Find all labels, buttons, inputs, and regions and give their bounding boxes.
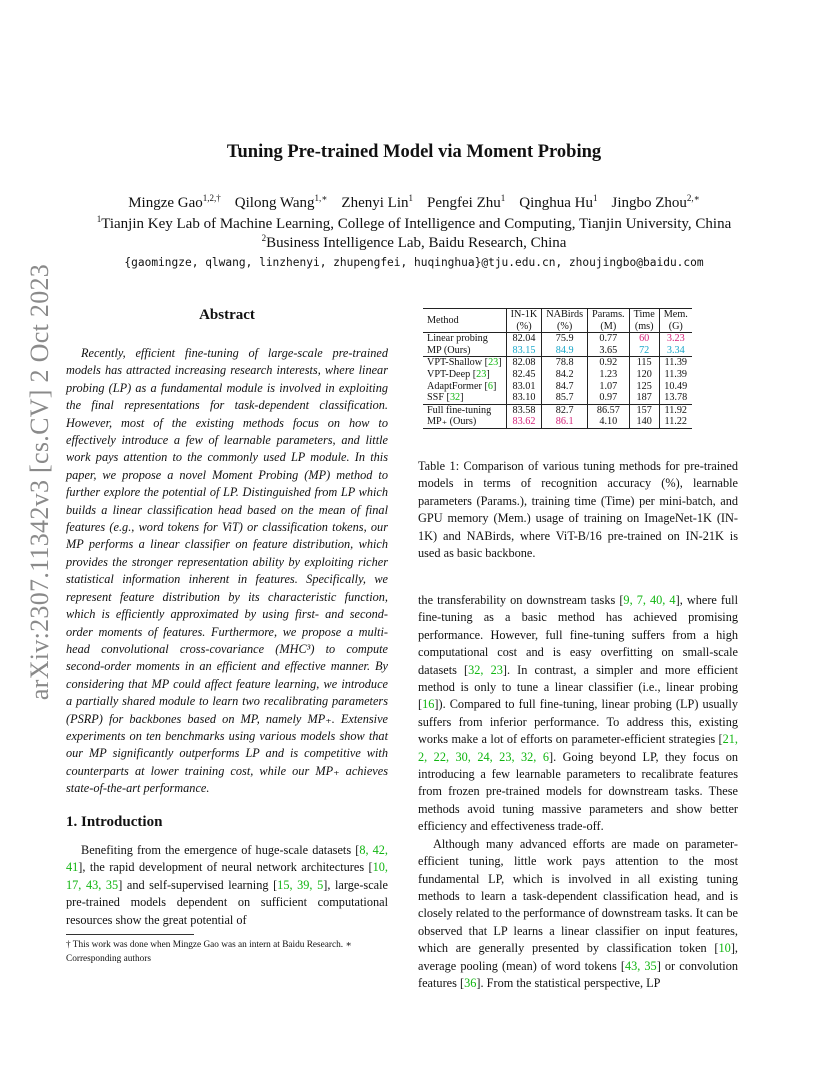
author-name bbox=[341, 195, 413, 211]
table-cell-mem: 11.92 bbox=[659, 404, 692, 416]
table-cell-in1k: 82.08 bbox=[506, 357, 542, 369]
table-row bbox=[423, 404, 692, 416]
table-cell-method bbox=[423, 416, 506, 428]
affiliation-1-sup: 1 bbox=[96, 214, 102, 224]
affiliation-1 bbox=[0, 214, 828, 233]
body-text: ]. Going beyond LP, they focus on introducing a few learnable parameters to recalibrate features from frozen pre-trained models for downstream tasks. These methods avoid tuning massive parameters and show better efficiency and effectiveness trade-off. bbox=[418, 749, 738, 834]
table-cell-method bbox=[423, 333, 506, 345]
table-cell-in1k: 83.15 bbox=[506, 345, 542, 357]
author-name-text: Pengfei Zhu bbox=[427, 195, 501, 211]
body-text: ]. From the statistical perspective, LP bbox=[476, 975, 661, 990]
table-cell-params: 1.07 bbox=[588, 381, 630, 393]
table-cell-in1k: 83.62 bbox=[506, 416, 542, 428]
citation[interactable]: 23 bbox=[488, 357, 499, 369]
table-cell-in1k: 83.01 bbox=[506, 381, 542, 393]
comparison-table bbox=[423, 308, 692, 429]
author-name bbox=[128, 195, 221, 211]
author-name-text: Zhenyi Lin bbox=[341, 195, 409, 211]
table-header-cell: Params. bbox=[588, 309, 630, 321]
table-cell-in1k: 82.04 bbox=[506, 333, 542, 345]
table-header-cell: NABirds bbox=[542, 309, 588, 321]
method-name: SSF bbox=[427, 392, 444, 404]
table-row bbox=[423, 357, 692, 369]
method-name: AdaptFormer bbox=[427, 380, 482, 392]
body-text: ]. In contrast, a simpler and more efficient method is only to tune a linear classifier (i.e., linear probing [ bbox=[418, 662, 738, 712]
citation[interactable]: 15, 39, 5 bbox=[277, 877, 324, 892]
table-cell-nab: 84.9 bbox=[542, 345, 588, 357]
body-text: ], where full fine-tuning as a basic method has achieved promising performance. However, full fine-tuning suffers from a high computational cost and is easy overfitting on small-scale datasets [ bbox=[418, 593, 739, 677]
citation[interactable]: 43, 35 bbox=[624, 958, 657, 973]
table-cell-params: 86.57 bbox=[588, 404, 630, 416]
table-cell-params: 1.23 bbox=[588, 369, 630, 381]
table-cell-mem: 3.23 bbox=[659, 333, 692, 345]
table-cell-method: VPT-Shallow [23] bbox=[423, 357, 506, 369]
table-cell-nab: 86.1 bbox=[542, 416, 588, 428]
footnote: † This work was done when Mingze Gao was an intern at Baidu Research. ∗ Corresponding authors bbox=[66, 940, 352, 964]
table-cell-mem: 3.34 bbox=[659, 345, 692, 357]
table-cell-params: 0.77 bbox=[588, 333, 630, 345]
table-header-unit: (ms) bbox=[629, 321, 659, 333]
author-name-text: Qilong Wang bbox=[234, 195, 315, 211]
intro-heading: 1. Introduction bbox=[66, 814, 163, 830]
body-text: ], average pooling (mean) of word tokens [ bbox=[418, 941, 738, 973]
table-row bbox=[423, 345, 692, 357]
table-header-row bbox=[423, 309, 692, 321]
table-cell-nab: 82.7 bbox=[542, 404, 588, 416]
intro-paragraph-1 bbox=[66, 842, 388, 929]
table-cell-time: 125 bbox=[629, 381, 659, 393]
table-header-unit: (M) bbox=[588, 321, 630, 333]
citation[interactable]: 16 bbox=[422, 697, 435, 712]
author-name bbox=[611, 195, 699, 211]
citation[interactable]: 21, 2, 22, 30, 24, 23, 32, 6 bbox=[418, 732, 738, 764]
table-cell-mem: 11.22 bbox=[659, 416, 692, 428]
author-sup: 1 bbox=[592, 193, 598, 203]
body-text: the transferability on downstream tasks [ bbox=[418, 593, 624, 607]
table-cell-in1k: 83.58 bbox=[506, 404, 542, 416]
arxiv-identifier: arXiv:2307.11342v3 [cs.CV] 2 Oct 2023 bbox=[25, 263, 54, 701]
intro-text: ], large-scale pre-trained models dependent on sufficient computational resources show the great potential of bbox=[66, 877, 388, 927]
author-name-text: Mingze Gao bbox=[128, 195, 203, 211]
intro-text: ] and self-supervised learning [ bbox=[118, 877, 278, 892]
table-cell-time: 140 bbox=[629, 416, 659, 428]
table-cell-nab: 84.7 bbox=[542, 381, 588, 393]
table-cell-mem: 11.39 bbox=[659, 357, 692, 369]
table-cell-nab: 75.9 bbox=[542, 333, 588, 345]
method-name: VPT-Deep bbox=[427, 368, 471, 380]
author-sup: 1 bbox=[500, 193, 506, 203]
table-cell-nab: 85.7 bbox=[542, 392, 588, 404]
table-cell-time: 157 bbox=[629, 404, 659, 416]
affiliation-2-text: Business Intelligence Lab, Baidu Research, China bbox=[266, 235, 567, 251]
method-name: MP (Ours) bbox=[427, 344, 471, 356]
table-header-cell: Time bbox=[629, 309, 659, 321]
table-cell-params: 0.92 bbox=[588, 357, 630, 369]
paper-title: Tuning Pre-trained Model via Moment Probing bbox=[226, 142, 602, 162]
right-paragraph-2 bbox=[418, 836, 738, 993]
intro-text: Benefiting from the emergence of huge-scale datasets [ bbox=[81, 843, 360, 857]
citation[interactable]: 6 bbox=[487, 380, 493, 392]
table-cell-time: 120 bbox=[629, 369, 659, 381]
table-row bbox=[423, 333, 692, 345]
citation[interactable]: 36 bbox=[464, 975, 477, 990]
author-name-text: Jingbo Zhou bbox=[611, 195, 687, 211]
abstract-text: Recently, efficient fine-tuning of large-scale pre-trained models has attracted increasing research interests, where linear probing (LP) as a fundamental module is involved in exploiting the final representations for task-dependent classification. However, most of the existing methods focus on how to effectively introduce a few of learnable parameters, and little work pays attention to the commonly used LP module. In this paper, we propose a novel Moment Probing (MP) method to further explore the potential of LP. Distinguished from LP which builds a linear classification head based on the mean of final features (e.g., word tokens for ViT) or classification tokens, our MP performs a linear classifier on feature distribution, which provides the stronger representation ability by exploiting richer statistical information inherent in features. Specifically, we represent feature distribution by its characteristic function, which is efficiently approximated by using first- and second-order moments of features. Furthermore, we propose a multi-head convolutional cross-covariance (MHC³) to compute second-order moments in an efficient and effective manner. By considering that MP could affect feature learning, we introduce a partially shared module to learn two recalibrating parameters (PSRP) for backbones based on MP, namely MP₊. Extensive experiments on ten benchmarks using various models show that our MP significantly outperforms LP and is competitive with counterparts at lower training cost, while our MP₊ achieves state-of-the-art performance. bbox=[66, 346, 388, 796]
table-cell-mem: 10.49 bbox=[659, 381, 692, 393]
table-cell-time: 72 bbox=[629, 345, 659, 357]
table-cell-params: 3.65 bbox=[588, 345, 630, 357]
citation[interactable]: 32 bbox=[449, 392, 461, 404]
table-cell-in1k: 82.45 bbox=[506, 369, 542, 381]
table-cell-nab: 84.2 bbox=[542, 369, 588, 381]
table-cell-nab: 78.8 bbox=[542, 357, 588, 369]
citation[interactable]: 8, 42, 41 bbox=[66, 843, 388, 875]
table-cell-time: 187 bbox=[629, 392, 659, 404]
table-cell-method: VPT-Deep [23] bbox=[427, 368, 490, 380]
body-text: ] or convolution features [ bbox=[418, 958, 739, 990]
method-name: MP₊ (Ours) bbox=[427, 416, 477, 428]
body-text: Although many advanced efforts are made on parameter-efficient tuning, little work pays attention to the most fundamental LP, which is involved in all existing tuning methods to learn a task-dependent classification head, and is closely related to the performance of downstream tasks. It can be observed that LP learns a linear classifier on input features, which are generally presented by classification token [ bbox=[418, 836, 738, 956]
author-emails: {gaomingze, qlwang, linzhenyi, zhupengfei, huqinghua}@tju.edu.cn, zhoujingbo@baidu.com bbox=[124, 256, 704, 269]
table-header-unit: (%) bbox=[542, 321, 588, 333]
table-caption: Table 1: Comparison of various tuning methods for pre-trained models in terms of recognition accuracy (%), learnable parameters (Params.), training time (Time) per mini-batch, and GPU memory (Mem.) usage of training on ImageNet-1K (IN-1K) and NABirds, where ViT-B/16 pre-trained on IN-21K is used as basic backbone. bbox=[418, 459, 738, 561]
author-sup: 2,∗ bbox=[686, 193, 700, 203]
table-cell-method: AdaptFormer [6] bbox=[427, 380, 497, 392]
table-cell-method bbox=[423, 345, 506, 357]
table-row bbox=[423, 416, 692, 428]
affiliation-2 bbox=[0, 233, 828, 252]
table-header-cell: Mem. bbox=[659, 309, 692, 321]
citation[interactable]: 9, 7, 40, 4 bbox=[623, 593, 676, 607]
author-name bbox=[427, 195, 505, 211]
table-header-cell: Method bbox=[423, 309, 506, 333]
table-header-unit: (G) bbox=[659, 321, 692, 333]
table-cell-mem: 11.39 bbox=[659, 369, 692, 381]
method-name: VPT-Shallow bbox=[427, 357, 483, 369]
citation[interactable]: 23 bbox=[476, 368, 487, 380]
abstract-body bbox=[66, 345, 388, 798]
author-sup: 1,∗ bbox=[314, 193, 328, 203]
affiliation-1-text: Tianjin Key Lab of Machine Learning, College of Intelligence and Computing, Tianjin University, China bbox=[101, 216, 732, 232]
table-cell-method: SSF [32] bbox=[427, 392, 464, 404]
table-header-unit: (%) bbox=[506, 321, 542, 333]
comparison-table-wrapper bbox=[423, 308, 692, 429]
author-name-text: Qinghua Hu bbox=[519, 195, 593, 211]
method-name: Full fine-tuning bbox=[427, 404, 492, 416]
author-sup: 1 bbox=[408, 193, 413, 203]
citation[interactable]: 10 bbox=[718, 941, 731, 956]
author-name bbox=[519, 195, 597, 211]
citation[interactable]: 32, 23 bbox=[468, 662, 503, 677]
author-sup: 1,2,† bbox=[202, 193, 221, 203]
footnote-rule bbox=[66, 934, 194, 935]
method-name: Linear probing bbox=[427, 333, 488, 345]
body-text: ]). Compared to full fine-tuning, linear probing (LP) usually suffers from inferior performance. To address this, existing works make a lot of efforts on parameter-efficient strategies [ bbox=[418, 697, 738, 747]
table-cell-time: 60 bbox=[629, 333, 659, 345]
citation[interactable]: 10, 17, 43, 35 bbox=[66, 860, 388, 892]
table-row bbox=[423, 381, 692, 393]
table-cell-method bbox=[423, 404, 506, 416]
intro-body bbox=[66, 842, 388, 929]
table-header-cell: IN-1K bbox=[506, 309, 542, 321]
table-row bbox=[423, 392, 692, 404]
table-row bbox=[423, 369, 692, 381]
intro-text: ], the rapid development of neural network architectures [ bbox=[78, 860, 373, 875]
abstract-heading: Abstract bbox=[199, 307, 255, 323]
table-cell-in1k: 83.10 bbox=[506, 392, 542, 404]
table-cell-mem: 13.78 bbox=[659, 392, 692, 404]
right-paragraph-1 bbox=[418, 592, 738, 836]
author-list bbox=[0, 193, 828, 212]
table-cell-params: 0.97 bbox=[588, 392, 630, 404]
table-cell-params: 4.10 bbox=[588, 416, 630, 428]
affiliation-2-sup: 2 bbox=[261, 233, 267, 243]
table-cell-time: 115 bbox=[629, 357, 659, 369]
author-name bbox=[235, 195, 328, 211]
right-column-body bbox=[418, 592, 738, 992]
